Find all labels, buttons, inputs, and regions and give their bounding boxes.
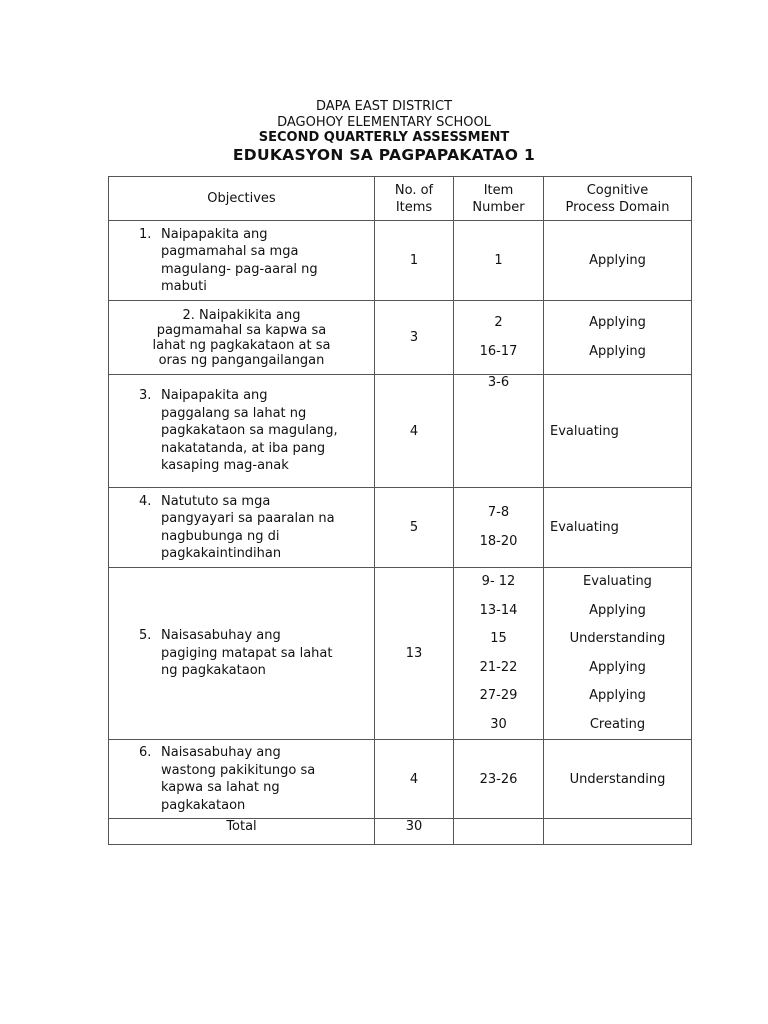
table-row: [109, 568, 692, 740]
domain-cell: Understanding: [544, 740, 692, 819]
total-row: [109, 819, 692, 845]
objective-cell: 2. Naipakikita ang pagmamahal sa kapwa sa lahat ng pagkakataon at sa oras ng pangangailangan: [109, 301, 375, 375]
objective-cell: 4. Natututo sa mga pangyayari sa paaralan na nagbubunga ng di pagkakaintindihan: [109, 488, 375, 568]
col-header-cognitive-domain: Cognitive Process Domain: [544, 177, 692, 221]
assessment-heading: SECOND QUARTERLY ASSESSMENT: [258, 130, 510, 145]
items-count-cell: 13: [375, 568, 454, 740]
table-row: [109, 301, 692, 375]
domain-cell: Applying Applying: [544, 301, 692, 375]
table-of-specifications: [108, 176, 692, 845]
item-number-cell: 3-6: [454, 375, 544, 488]
domain-cell: Applying: [544, 221, 692, 301]
item-number-cell: 9- 12 13-14 15 21-22 27-29 30: [454, 568, 544, 740]
total-items: 30: [375, 819, 454, 845]
table-header-row: [109, 177, 692, 221]
item-number-cell: 2 16-17: [454, 301, 544, 375]
domain-cell: Evaluating Applying Understanding Applying Applying Creating: [544, 568, 692, 740]
total-domain: [544, 819, 692, 845]
items-count-cell: 4: [375, 740, 454, 819]
col-header-no-of-items: No. of Items: [375, 177, 454, 221]
items-count-cell: 1: [375, 221, 454, 301]
table-row: [109, 488, 692, 568]
domain-cell: Evaluating: [544, 488, 692, 568]
objective-cell: 1. Naipapakita ang pagmamahal sa mga magulang- pag-aaral ng mabuti: [109, 221, 375, 301]
items-count-cell: 5: [375, 488, 454, 568]
objective-cell: 5. Naisasabuhay ang pagiging matapat sa lahat ng pagkakataon: [109, 568, 375, 740]
items-count-cell: 3: [375, 301, 454, 375]
domain-cell: Evaluating: [544, 375, 692, 488]
col-header-objectives: Objectives: [109, 177, 375, 221]
item-number-cell: 1: [454, 221, 544, 301]
subject-title: EDUKASYON SA PAGPAPAKATAO 1: [232, 146, 536, 164]
items-count-cell: 4: [375, 375, 454, 488]
item-number-cell: 7-8 18-20: [454, 488, 544, 568]
table-row: [109, 221, 692, 301]
school-heading: DAGOHOY ELEMENTARY SCHOOL: [277, 115, 491, 130]
total-label: Total: [109, 819, 375, 845]
objective-cell: 6. Naisasabuhay ang wastong pakikitungo sa kapwa sa lahat ng pagkakataon: [109, 740, 375, 819]
objective-cell: 3. Naipapakita ang paggalang sa lahat ng pagkakataon sa magulang, nakatatanda, at iba pang kasaping mag-anak: [109, 375, 375, 488]
table-row: [109, 375, 692, 488]
col-header-item-number: Item Number: [454, 177, 544, 221]
total-item-number: [454, 819, 544, 845]
table-row: [109, 740, 692, 819]
item-number-cell: 23-26: [454, 740, 544, 819]
district-heading: DAPA EAST DISTRICT: [315, 99, 453, 114]
